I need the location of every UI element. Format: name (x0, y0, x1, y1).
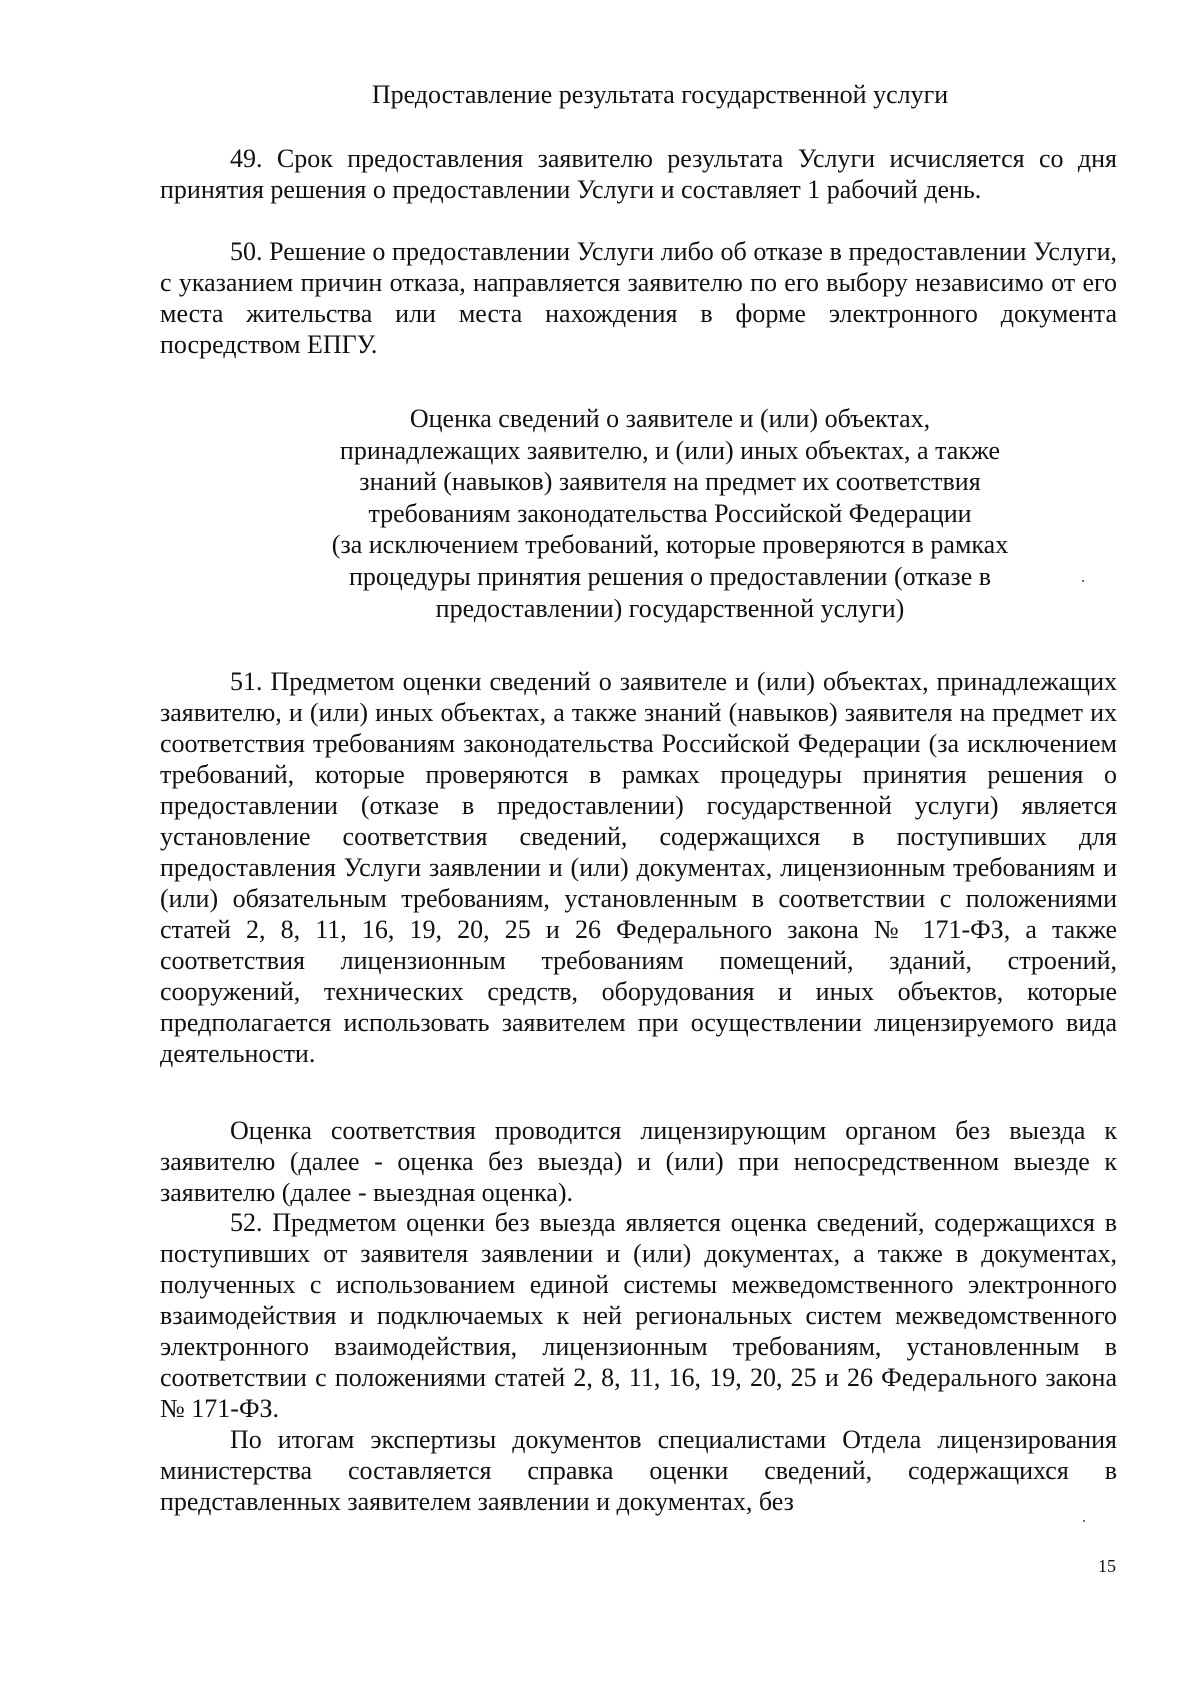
scan-speck (1083, 1520, 1085, 1522)
paragraph-assessment: Оценка соответствия проводится лицензирующим органом без выезда к заявителю (далее - оценка без выезда) и (или) при непосредственном выезде к заявителю (далее - выездная оценка). (160, 1116, 1117, 1207)
paragraph-52: 52. Предметом оценки без выезда является оценка сведений, содержащихся в поступивших от заявителя заявлении и (или) документах, а также в документах, полученных с использованием единой системы межведомственного электронного взаимодействия и подключаемых к ней региональных систем межведомственного электронного взаимодействия, лицензионным требованиям, установленным в соответствии с положениями статей 2, 8, 11, 16, 19, 20, 25 и 26 Федерального закона № 171-ФЗ. (160, 1208, 1117, 1423)
subsection-title-line: знаний (навыков) заявителя на предмет их соответствия (359, 467, 981, 497)
paragraph-50: 50. Решение о предоставлении Услуги либо об отказе в предоставлении Услуги, с указанием причин отказа, направляется заявителю по его выбору независимо от его места жительства или места нахождения в форме электронного документа посредством ЕПГУ. (160, 237, 1117, 359)
subsection-title-line: требованиям законодательства Российской Федерации (368, 498, 972, 528)
paragraph-51: 51. Предметом оценки сведений о заявителе и (или) объектах, принадлежащих заявителю, и (или) иных объектах, а также знаний (навыков) заявителя на предмет их соответствия требованиям законодательства Российской Федерации (за исключением требований, которые проверяются в рамках процедуры принятия решения о предоставлении (отказе в предоставлении) государственной услуги) является установление соответствия сведений, содержащихся в поступивших для предоставления Услуги заявлении и (или) документах, лицензионным требованиям и (или) обязательным требованиям, установленным в соответствии с положениями статей 2, 8, 11, 16, 19, 20, 25 и 26 Федерального закона № 171-ФЗ, а также соответствия лицензионным требованиям помещений, зданий, строений, сооружений, технических средств, оборудования и иных объектов, которые предполагается использовать заявителем при осуществлении лицензируемого вида деятельности. (160, 667, 1117, 1068)
section-title: Предоставление результата государственной услуги (371, 80, 949, 109)
subsection-title-line: (за исключением требований, которые проверяются в рамках (331, 530, 1009, 560)
subsection-title-line: Оценка сведений о заявителе и (или) объектах, (409, 404, 931, 433)
page-number: 15 (1098, 1556, 1116, 1576)
subsection-title (260, 403, 1080, 624)
subsection-title-line: предоставлении) государственной услуги) (435, 593, 905, 623)
subsection-title-line: принадлежащих заявителю, и (или) иных объектах, а также (339, 435, 1001, 465)
scan-speck (1082, 580, 1084, 582)
subsection-title-line: процедуры принятия решения о предоставлении (отказе в (348, 561, 992, 591)
paragraph-expertise: По итогам экспертизы документов специалистами Отдела лицензирования министерства составляется справка оценки сведений, содержащихся в представленных заявителем заявлении и документах, без (160, 1425, 1117, 1516)
paragraph-49: 49. Срок предоставления заявителю результата Услуги исчисляется со дня принятия решения о предоставлении Услуги и составляет 1 рабочий день. (160, 144, 1117, 204)
